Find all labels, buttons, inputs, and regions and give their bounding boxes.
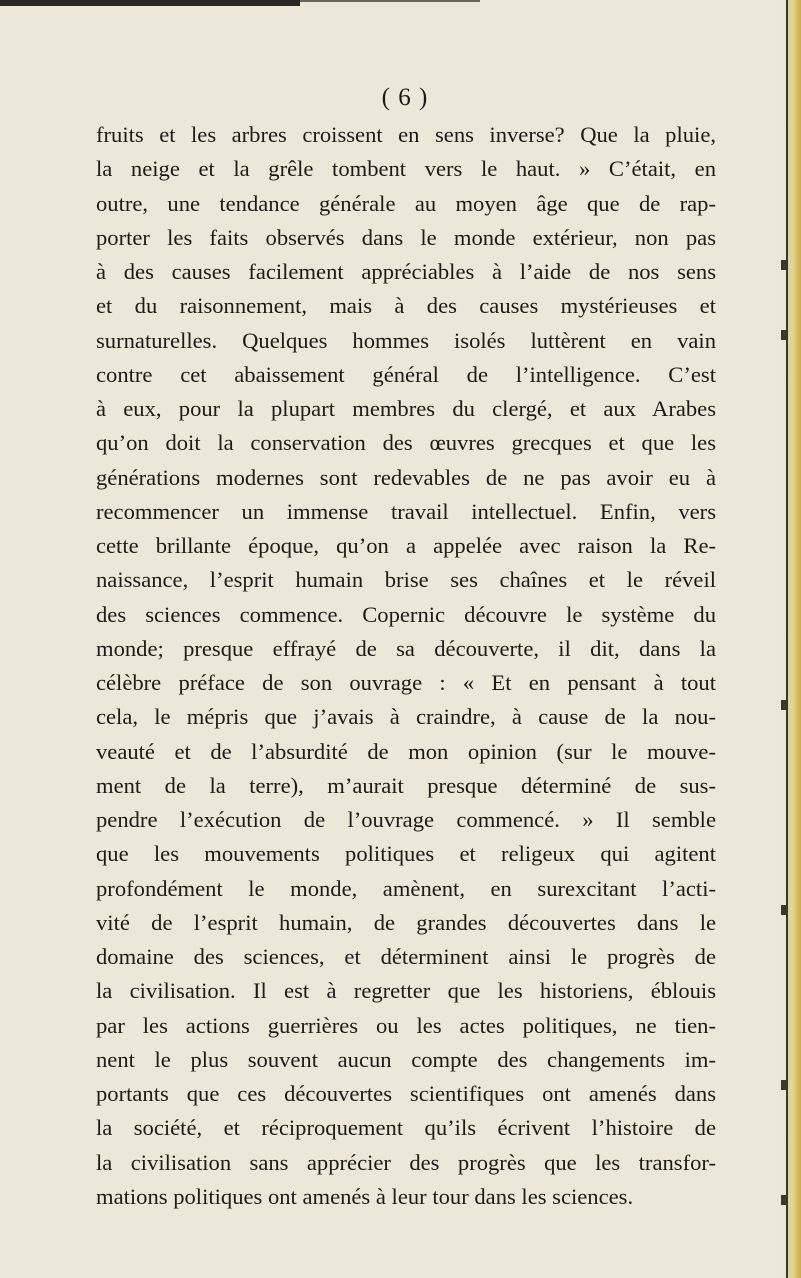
- page-number: ( 6 ): [381, 84, 429, 111]
- text-line: naissance, l’esprit humain brise ses chaînes et le réveil: [96, 567, 716, 593]
- text-line: à des causes facilement appréciables à l’aide de nos sens: [96, 259, 716, 284]
- text-line: célèbre préface de son ouvrage : « Et en pensant à tout: [96, 670, 716, 695]
- text-line: domaine des sciences, et déterminent ainsi le progrès de: [96, 944, 716, 969]
- body-text: [96, 118, 716, 1214]
- text-line: pendre l’exécution de l’ouvrage commencé. » Il semble: [96, 807, 716, 832]
- text-line: par les actions guerrières ou les actes politiques, ne tien-: [96, 1012, 716, 1038]
- text-line: outre, une tendance générale au moyen âge que de rap-: [96, 190, 716, 216]
- text-line: que les mouvements politiques et religeux qui agitent: [96, 841, 716, 867]
- edge-tick: [781, 260, 787, 270]
- text-line: porter les faits observés dans le monde extérieur, non pas: [96, 224, 716, 250]
- edge-tick: [781, 1080, 787, 1090]
- text-line: surnaturelles. Quelques hommes isolés luttèrent en vain: [96, 327, 716, 353]
- top-edge-rule: [0, 0, 300, 6]
- text-line: ment de la terre), m’aurait presque déterminé de sus-: [96, 772, 716, 798]
- text-line: la société, et réciproquement qu’ils écrivent l’histoire de: [96, 1115, 716, 1141]
- edge-tick: [781, 700, 787, 710]
- text-line: et du raisonnement, mais à des causes mystérieuses et: [96, 293, 716, 319]
- text-line: cela, le mépris que j’avais à craindre, à cause de la nou-: [96, 704, 716, 730]
- text-line: profondément le monde, amènent, en surexcitant l’acti-: [96, 875, 716, 901]
- text-line: nent le plus souvent aucun compte des changements im-: [96, 1046, 716, 1072]
- top-edge-rule-thin: [300, 0, 480, 2]
- edge-tick: [781, 905, 787, 915]
- edge-tick: [781, 1195, 787, 1205]
- text-line: contre cet abaissement général de l’intelligence. C’est: [96, 361, 716, 387]
- text-line: cette brillante époque, qu’on a appelée avec raison la Re-: [96, 533, 716, 558]
- text-line: la neige et la grêle tombent vers le haut. » C’était, en: [96, 156, 716, 182]
- text-line: mations politiques ont amenés à leur tour dans les sciences.: [96, 1183, 634, 1209]
- text-line: la civilisation. Il est à regretter que les historiens, éblouis: [96, 978, 716, 1004]
- page-edge: [787, 0, 801, 1278]
- text-line: vité de l’esprit humain, de grandes découvertes dans le: [96, 909, 716, 935]
- text-line: veauté et de l’absurdité de mon opinion (sur le mouve-: [96, 738, 716, 764]
- text-line: portants que ces découvertes scientifiques ont amenés dans: [96, 1081, 716, 1106]
- edge-tick: [781, 330, 787, 340]
- text-line: fruits et les arbres croissent en sens inverse? Que la pluie,: [96, 122, 716, 147]
- text-line: des sciences commence. Copernic découvre le système du: [96, 601, 716, 627]
- text-line: générations modernes sont redevables de ne pas avoir eu à: [96, 464, 716, 490]
- text-line: recommencer un immense travail intellectuel. Enfin, vers: [96, 498, 716, 524]
- text-line: monde; presque effrayé de sa découverte, il dit, dans la: [96, 635, 716, 661]
- text-line: qu’on doit la conservation des œuvres grecques et que les: [96, 430, 716, 456]
- text-line: la civilisation sans apprécier des progrès que les transfor-: [96, 1149, 716, 1175]
- text-line: à eux, pour la plupart membres du clergé, et aux Arabes: [96, 396, 716, 421]
